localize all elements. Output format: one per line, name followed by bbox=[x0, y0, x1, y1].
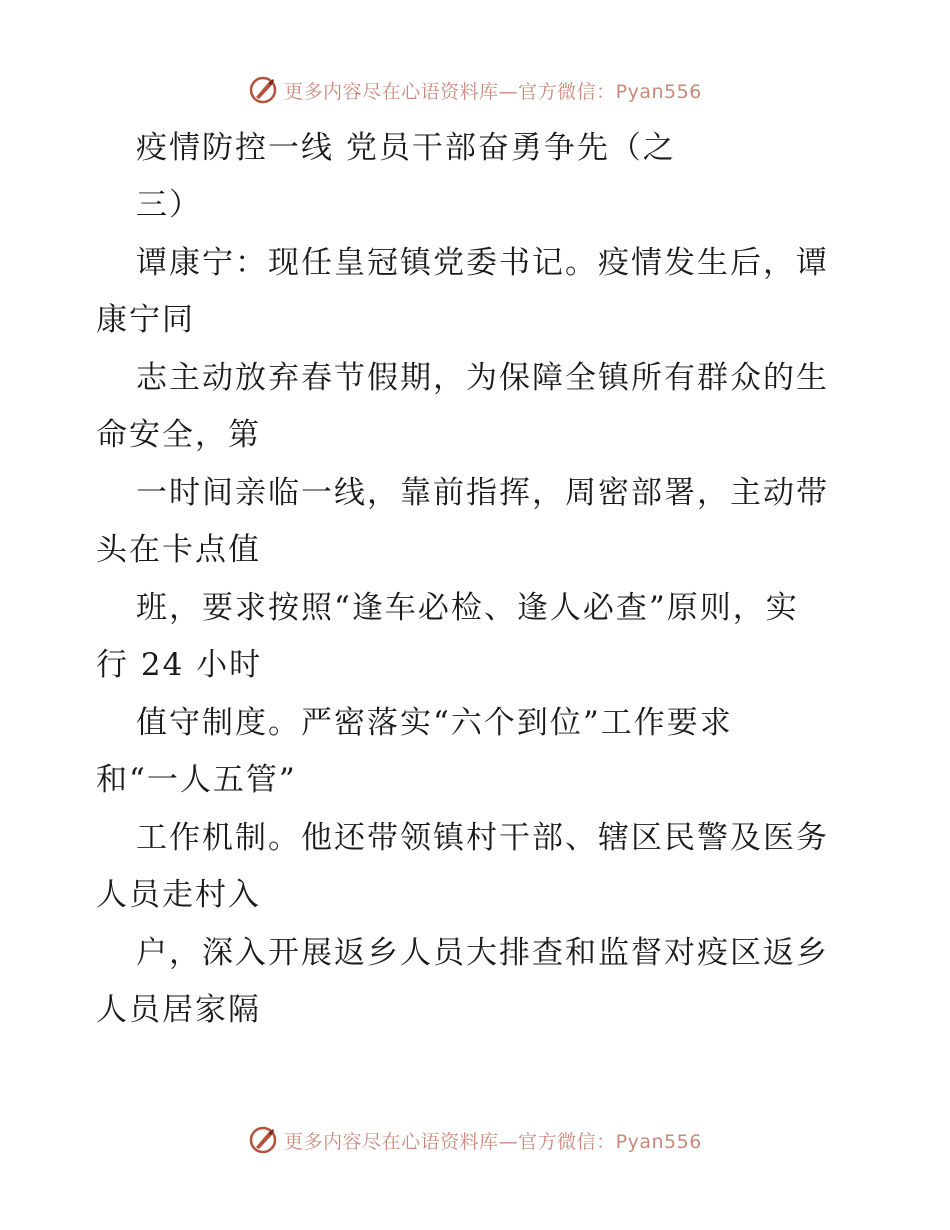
doc-text-line: 一时间亲临一线，靠前指挥，周密部署，主动带 bbox=[136, 475, 829, 511]
doc-text-line: 人员居家隔 bbox=[96, 992, 261, 1028]
header-watermark-text: 更多内容尽在心语资料库—官方微信：Pyan556 bbox=[284, 80, 702, 103]
doc-text-line: 康宁同 bbox=[96, 302, 195, 338]
doc-text-line: 命安全，第 bbox=[96, 417, 261, 453]
doc-text-line: 志主动放弃春节假期，为保障全镇所有群众的生 bbox=[136, 360, 829, 396]
doc-text-line: 户，深入开展返乡人员大排查和监督对疫区返乡 bbox=[136, 935, 829, 971]
doc-title-line-2: 三） bbox=[136, 187, 202, 223]
footer-watermark-banner bbox=[0, 1120, 950, 1160]
doc-text-line: 工作机制。他还带领镇村干部、辖区民警及医务 bbox=[136, 820, 829, 856]
doc-text-line: 谭康宁：现任皇冠镇党委书记。疫情发生后，谭 bbox=[136, 245, 829, 281]
quill-logo-icon bbox=[248, 75, 278, 105]
quill-logo-icon bbox=[248, 1125, 278, 1155]
doc-text-line: 班，要求按照“逢车必检、逢人必查”原则，实 bbox=[136, 590, 799, 626]
doc-title-line-1: 疫情防控一线 党员干部奋勇争先（之 bbox=[136, 130, 676, 166]
doc-text-line: 值守制度。严密落实“六个到位”工作要求 bbox=[136, 705, 733, 741]
doc-text-line: 人员走村入 bbox=[96, 877, 261, 913]
doc-text-line: 头在卡点值 bbox=[96, 532, 261, 568]
doc-text-line: 行 24 小时 bbox=[96, 647, 263, 683]
header-watermark-banner bbox=[0, 70, 950, 110]
doc-text-line: 和“一人五管” bbox=[96, 762, 297, 798]
footer-watermark-text: 更多内容尽在心语资料库—官方微信：Pyan556 bbox=[284, 1130, 702, 1153]
